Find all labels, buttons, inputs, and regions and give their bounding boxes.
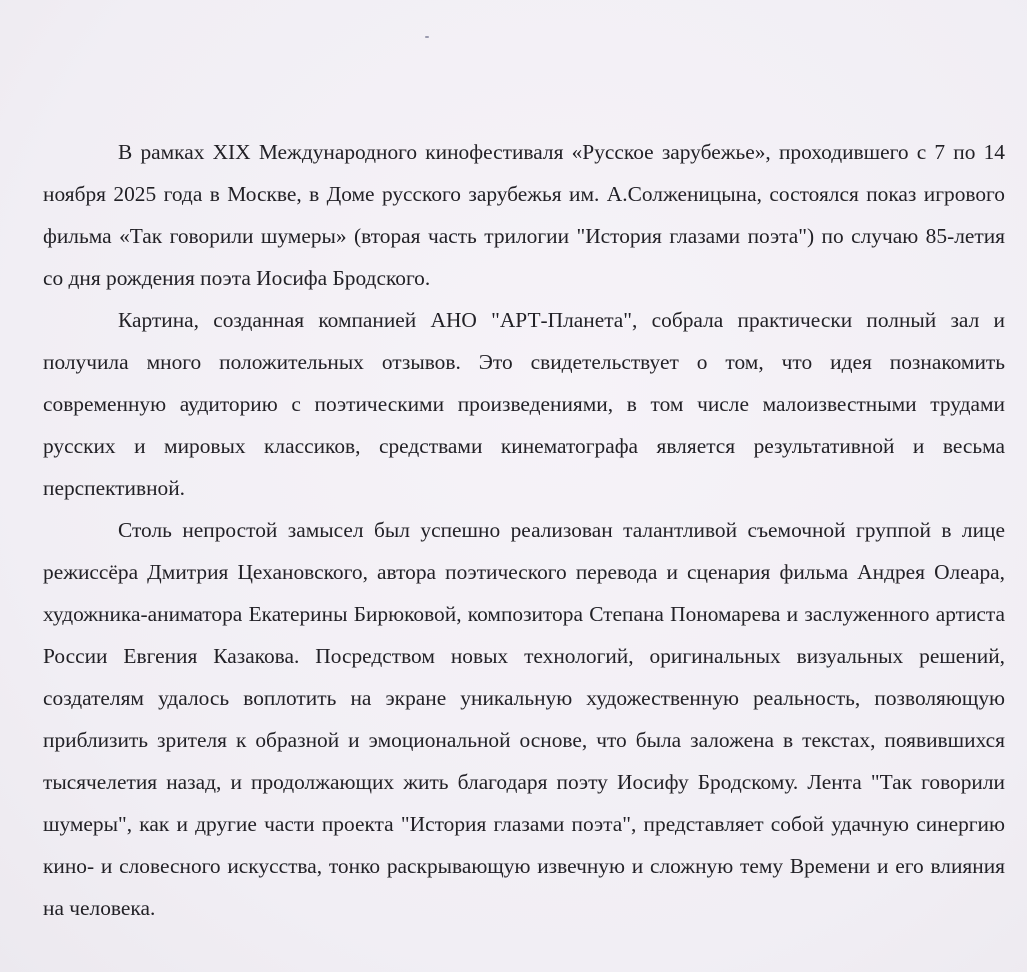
letter-body (43, 131, 1005, 929)
scan-speck (425, 36, 429, 38)
paragraph-audience-reception: Картина, созданная компанией АНО "АРТ-Планета", собрала практически полный зал и получила много положительных отзывов. Это свидетельствует о том, что идея познакомить современную аудиторию с поэтическими произведениями, в том числе малоизвестными трудами русских и мировых классиков, средствами кинематографа является результативной и весьма перспективной. (43, 308, 1005, 500)
paragraph-festival-screening: В рамках XIX Международного кинофестиваля «Русское зарубежье», проходившего с 7 по 14 ноября 2025 года в Москве, в Доме русского зарубежья им. А.Солженицына, состоялся показ игрового фильма «Так говорили шумеры» (вторая часть трилогии "История глазами поэта") по случаю 85-летия со дня рождения поэта Иосифа Бродского. (43, 140, 1005, 290)
paragraph-film-crew: Столь непростой замысел был успешно реализован талантливой съемочной группой в лице режиссёра Дмитрия Цехановского, автора поэтического перевода и сценария фильма Андрея Олеара, художника-аниматора Екатерины Бирюковой, композитора Степана Пономарева и заслуженного артиста России Евгения Казакова. Посредством новых технологий, оригинальных визуальных решений, создателям удалось воплотить на экране уникальную художественную реальность, позволяющую приблизить зрителя к образной и эмоциональной основе, что была заложена в текстах, появившихся тысячелетия назад, и продолжающих жить благодаря поэту Иосифу Бродскому. Лента "Так говорили шумеры", как и другие части проекта "История глазами поэта", представляет собой удачную синергию кино- и словесного искусства, тонко раскрывающую извечную и сложную тему Времени и его влияния на человека. (43, 518, 1005, 920)
